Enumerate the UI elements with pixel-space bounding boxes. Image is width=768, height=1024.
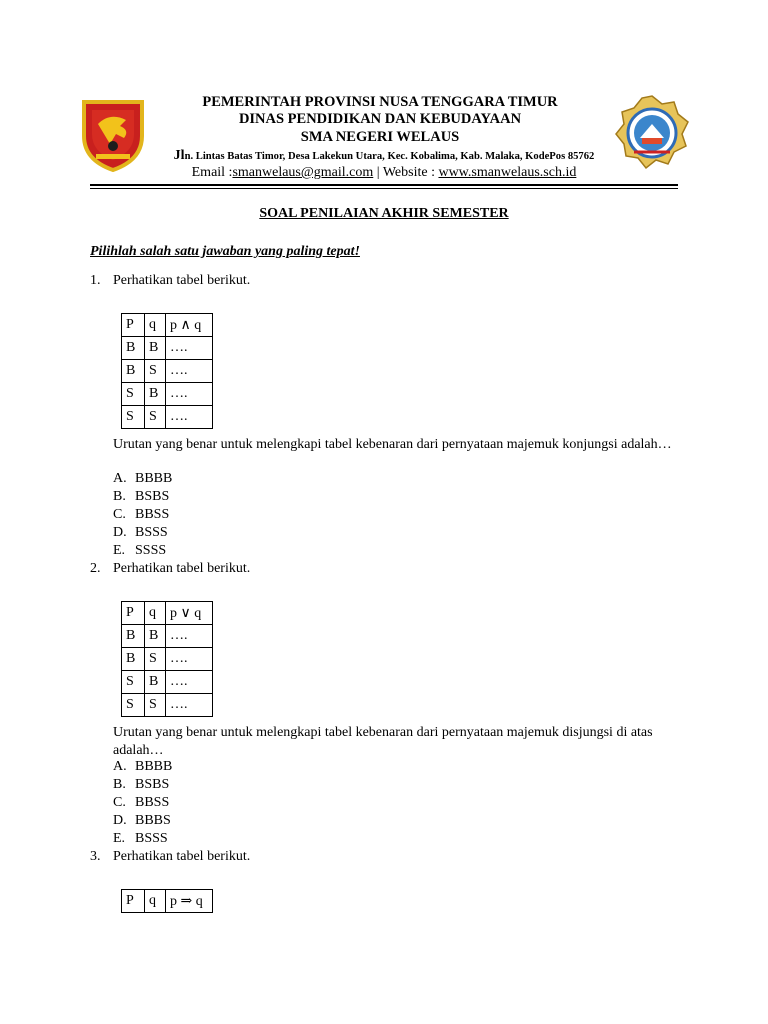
header-divider-thick — [90, 184, 678, 186]
option-text: BBBB — [135, 759, 173, 774]
table-cell: B — [122, 625, 145, 648]
option-letter: E. — [113, 831, 126, 846]
option-text: BBBS — [135, 813, 171, 828]
table-header-cell: p ∨ q — [166, 602, 213, 625]
table-cell: B — [145, 671, 166, 694]
answer-option[interactable] — [113, 489, 169, 505]
option-letter: D. — [113, 525, 127, 540]
option-letter: B. — [113, 777, 126, 792]
table-cell: B — [145, 625, 166, 648]
option-letter: C. — [113, 507, 126, 522]
table-header-cell: q — [145, 602, 166, 625]
table-header-cell: P — [122, 314, 145, 337]
table-header-cell: q — [145, 890, 166, 913]
option-text: BBSS — [135, 795, 170, 810]
table-cell: …. — [166, 648, 213, 671]
table-cell: S — [145, 406, 166, 429]
table-cell: …. — [166, 383, 213, 406]
option-text: BSSS — [135, 831, 168, 846]
table-row — [122, 360, 213, 383]
table-cell: B — [145, 383, 166, 406]
question-number: 2. — [90, 561, 101, 576]
table-row — [122, 625, 213, 648]
option-text: BBSS — [135, 507, 170, 522]
table-cell: …. — [166, 625, 213, 648]
option-text: BSBS — [135, 489, 170, 504]
table-row — [122, 337, 213, 360]
answer-option[interactable] — [113, 831, 168, 847]
answer-option[interactable] — [113, 759, 172, 775]
table-cell: B — [122, 337, 145, 360]
table-cell: S — [122, 383, 145, 406]
website-link[interactable]: www.smanwelaus.sch.id — [438, 165, 577, 180]
answer-option[interactable] — [113, 543, 166, 559]
table-cell: …. — [166, 337, 213, 360]
option-letter: E. — [113, 543, 126, 558]
table-cell: …. — [166, 406, 213, 429]
email-label: Email : — [191, 165, 233, 180]
header-school-name: SMA NEGERI WELAUS — [300, 129, 460, 145]
table-cell: B — [145, 337, 166, 360]
table-cell: S — [122, 671, 145, 694]
table-header-cell: p ∧ q — [166, 314, 213, 337]
instruction: Pilihlah salah satu jawaban yang paling tepat! — [90, 244, 360, 259]
answer-option[interactable] — [113, 507, 169, 523]
option-letter: B. — [113, 489, 126, 504]
school-contact — [110, 165, 658, 181]
table-cell: …. — [166, 360, 213, 383]
header-department: DINAS PENDIDIKAN DAN KEBUDAYAAN — [238, 111, 522, 127]
table-header-cell: P — [122, 890, 145, 913]
table-row — [122, 648, 213, 671]
table-cell: S — [145, 694, 166, 717]
table-cell: …. — [166, 694, 213, 717]
answer-option[interactable] — [113, 525, 168, 541]
table-header-cell: q — [145, 314, 166, 337]
table-cell: S — [145, 360, 166, 383]
truth-table-implication — [121, 889, 213, 913]
question-description: Urutan yang benar untuk melengkapi tabel kebenaran dari pernyataan majemuk disjungsi di atas adalah… — [113, 725, 653, 758]
answer-option[interactable] — [113, 795, 169, 811]
question-description: Urutan yang benar untuk melengkapi tabel kebenaran dari pernyataan majemuk konjungsi adalah… — [113, 437, 672, 452]
question-prompt: Perhatikan tabel berikut. — [113, 561, 251, 576]
table-header-row — [122, 602, 213, 625]
table-row — [122, 694, 213, 717]
table-cell: B — [122, 648, 145, 671]
option-letter: C. — [113, 795, 126, 810]
email-link[interactable]: smanwelaus@gmail.com — [232, 165, 374, 180]
table-cell: S — [122, 406, 145, 429]
option-text: BSSS — [135, 525, 168, 540]
table-cell: S — [145, 648, 166, 671]
table-cell: B — [122, 360, 145, 383]
question-prompt: Perhatikan tabel berikut. — [113, 849, 251, 864]
address-text: n. Lintas Batas Timor, Desa Lakekun Utara, Kec. Kobalima, Kab. Malaka, KodePos 85762 — [184, 151, 595, 162]
table-header-row — [122, 314, 213, 337]
contact-separator: | Website : — [373, 165, 439, 180]
answer-option[interactable] — [113, 813, 171, 829]
answer-option[interactable] — [113, 777, 169, 793]
table-row — [122, 406, 213, 429]
address-prefix: Jl — [173, 148, 185, 163]
option-letter: D. — [113, 813, 127, 828]
header-divider-thin — [90, 188, 678, 189]
answer-option[interactable] — [113, 471, 172, 487]
header-government: PEMERINTAH PROVINSI NUSA TENGGARA TIMUR — [202, 94, 558, 110]
question-prompt: Perhatikan tabel berikut. — [113, 273, 251, 288]
truth-table-disjunction — [121, 601, 213, 717]
question-number: 1. — [90, 273, 101, 288]
table-cell: …. — [166, 671, 213, 694]
table-header-row — [122, 890, 213, 913]
table-cell: S — [122, 694, 145, 717]
option-text: SSSS — [135, 543, 167, 558]
table-row — [122, 671, 213, 694]
truth-table-conjunction — [121, 313, 213, 429]
table-header-cell: p ⇒ q — [166, 890, 213, 913]
option-text: BBBB — [135, 471, 173, 486]
option-letter: A. — [113, 471, 127, 486]
option-text: BSBS — [135, 777, 170, 792]
table-header-cell: P — [122, 602, 145, 625]
table-row — [122, 383, 213, 406]
question-number: 3. — [90, 849, 101, 864]
exam-title: SOAL PENILAIAN AKHIR SEMESTER — [259, 206, 509, 221]
school-address — [110, 148, 658, 164]
option-letter: A. — [113, 759, 127, 774]
